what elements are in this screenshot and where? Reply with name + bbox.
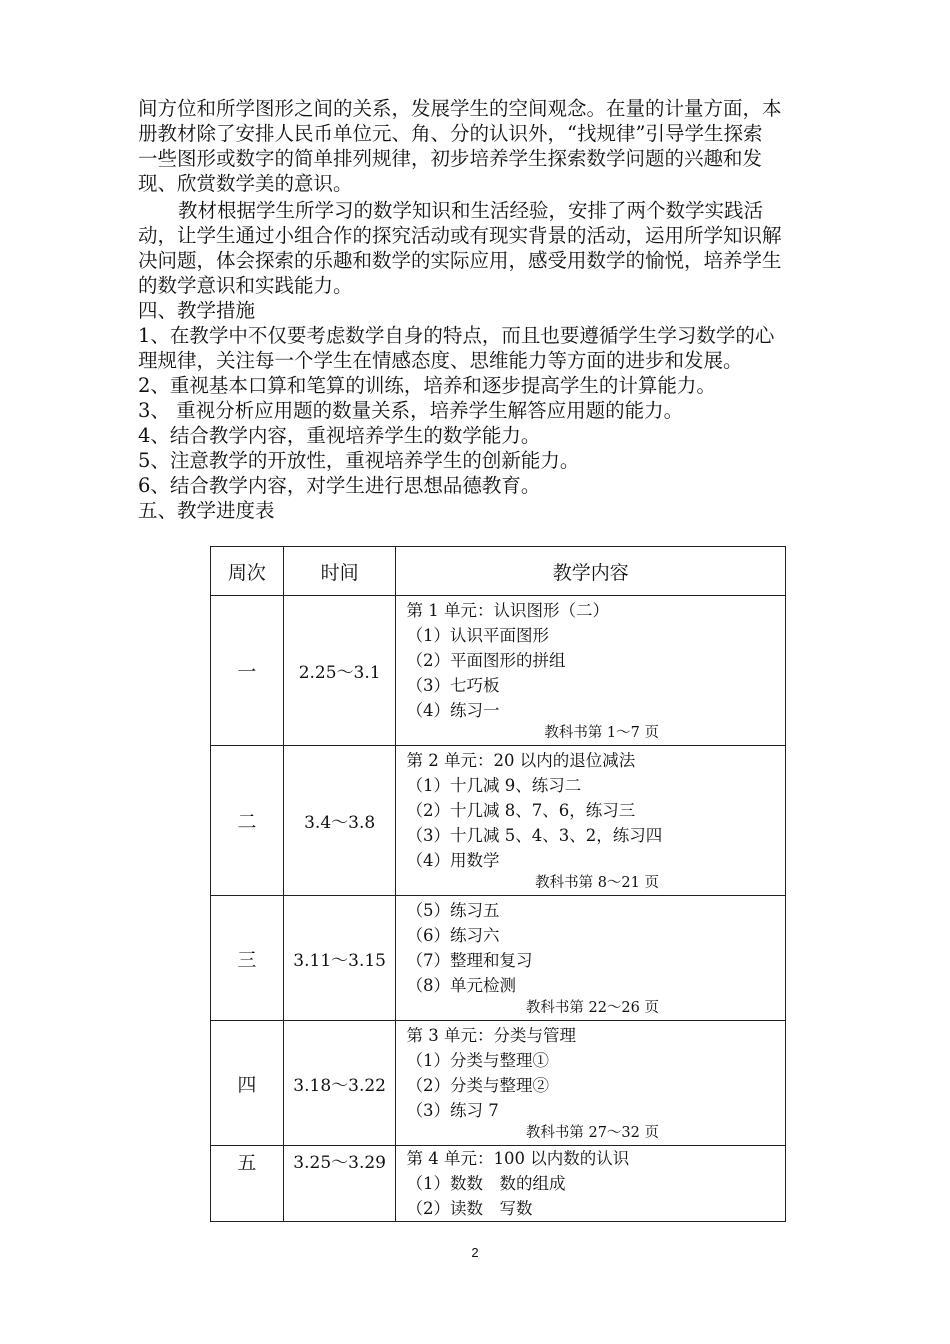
table-header-row	[211, 547, 786, 596]
content-cell	[396, 896, 786, 1021]
text-line: 现、欣赏数学美的意识。	[138, 172, 353, 195]
content-line: 第 4 单元：100 以内数的认识	[406, 1149, 630, 1168]
table-row	[211, 746, 786, 896]
content-line: （2）读数 写数	[406, 1199, 533, 1218]
table-row	[211, 896, 786, 1021]
content-line: （4）练习一	[406, 701, 500, 720]
table-row	[211, 1146, 786, 1222]
content-line: 第 3 单元：分类与管理	[406, 1026, 576, 1045]
content-line: （8）单元检测	[406, 976, 516, 995]
header-time: 时间	[283, 547, 396, 596]
measure-item: 1、在教学中不仅要考虑数学自身的特点，而且也要遵循学生学习数学的心	[138, 324, 775, 347]
measure-item: 4、结合教学内容，重视培养学生的数学能力。	[138, 424, 541, 447]
content-cell	[396, 1146, 786, 1222]
schedule-table	[210, 546, 786, 1222]
content-line: （7）整理和复习	[406, 951, 533, 970]
textbook-pages: 教科书第 22～26 页	[525, 1000, 659, 1016]
time-cell: 3.4～3.8	[283, 746, 396, 896]
content-line: （3）练习 7	[406, 1101, 499, 1120]
week-cell: 三	[211, 896, 284, 1021]
section-heading: 四、教学措施	[138, 299, 256, 322]
content-line: 第 1 单元：认识图形（二）	[406, 601, 609, 620]
textbook-pages: 教科书第 1～7 页	[544, 725, 659, 741]
measure-item: 3、 重视分析应用题的数量关系，培养学生解答应用题的能力。	[138, 399, 684, 422]
week-cell: 五	[211, 1146, 284, 1222]
week-cell: 一	[211, 596, 284, 746]
content-line: （3）七巧板	[406, 676, 500, 695]
text-line: 一些图形或数字的简单排列规律，初步培养学生探索数学问题的兴趣和发	[138, 147, 763, 170]
section-heading-measures	[138, 298, 863, 323]
measure-item: 理规律，关注每一个学生在情感态度、思维能力等方面的进步和发展。	[138, 349, 743, 372]
table-row	[211, 596, 786, 746]
time-cell: 3.18～3.22	[283, 1021, 396, 1146]
text-line: 册教材除了安排人民币单位元、角、分的认识外，“找规律”引导学生探索	[138, 122, 763, 145]
text-line: 的数学意识和实践能力。	[138, 274, 353, 297]
text-line: 动，让学生通过小组合作的探究活动或有现实背景的活动，运用所学知识解	[138, 224, 782, 247]
content-line: （6）练习六	[406, 926, 500, 945]
content-line: 第 2 单元：20 以内的退位减法	[406, 751, 636, 770]
measures-list	[138, 323, 863, 498]
content-cell	[396, 746, 786, 896]
time-cell: 3.25～3.29	[283, 1146, 396, 1222]
table-row	[211, 1021, 786, 1146]
measure-item: 5、注意教学的开放性，重视培养学生的创新能力。	[138, 449, 580, 472]
time-cell: 3.11～3.15	[283, 896, 396, 1021]
textbook-pages: 教科书第 27～32 页	[525, 1125, 659, 1141]
intro-paragraph	[138, 96, 863, 196]
measure-item: 2、重视基本口算和笔算的训练，培养和逐步提高学生的计算能力。	[138, 374, 716, 397]
content-line: （1）认识平面图形	[406, 626, 549, 645]
content-line: （1）分类与整理①	[406, 1051, 549, 1070]
week-cell: 二	[211, 746, 284, 896]
content-cell	[396, 596, 786, 746]
time-cell: 2.25～3.1	[283, 596, 396, 746]
content-cell	[396, 1021, 786, 1146]
header-week: 周次	[211, 547, 284, 596]
content-line: （3）十几减 5、4、3、2，练习四	[406, 826, 663, 845]
week-cell: 四	[211, 1021, 284, 1146]
content-line: （1）数数 数的组成	[406, 1174, 566, 1193]
section-heading-schedule	[138, 498, 863, 523]
content-line: （2）十几减 8、7、6，练习三	[406, 801, 636, 820]
page-number: 2	[471, 1245, 479, 1260]
text-line: 决问题，体会探索的乐趣和数学的实际应用，感受用数学的愉悦，培养学生	[138, 249, 782, 272]
content-line: （1）十几减 9、练习二	[406, 776, 582, 795]
practice-paragraph	[138, 198, 863, 298]
textbook-pages: 教科书第 8～21 页	[535, 875, 659, 891]
text-line: 教材根据学生所学习的数学知识和生活经验，安排了两个数学实践活	[178, 199, 764, 222]
content-line: （5）练习五	[406, 901, 500, 920]
section-heading: 五、教学进度表	[138, 499, 275, 522]
text-line: 间方位和所学图形之间的关系，发展学生的空间观念。在量的计量方面，本	[138, 97, 782, 120]
content-line: （2）分类与整理②	[406, 1076, 549, 1095]
header-content: 教学内容	[396, 547, 786, 596]
measure-item: 6、结合教学内容，对学生进行思想品德教育。	[138, 474, 541, 497]
content-line: （2）平面图形的拼组	[406, 651, 566, 670]
content-line: （4）用数学	[406, 851, 500, 870]
